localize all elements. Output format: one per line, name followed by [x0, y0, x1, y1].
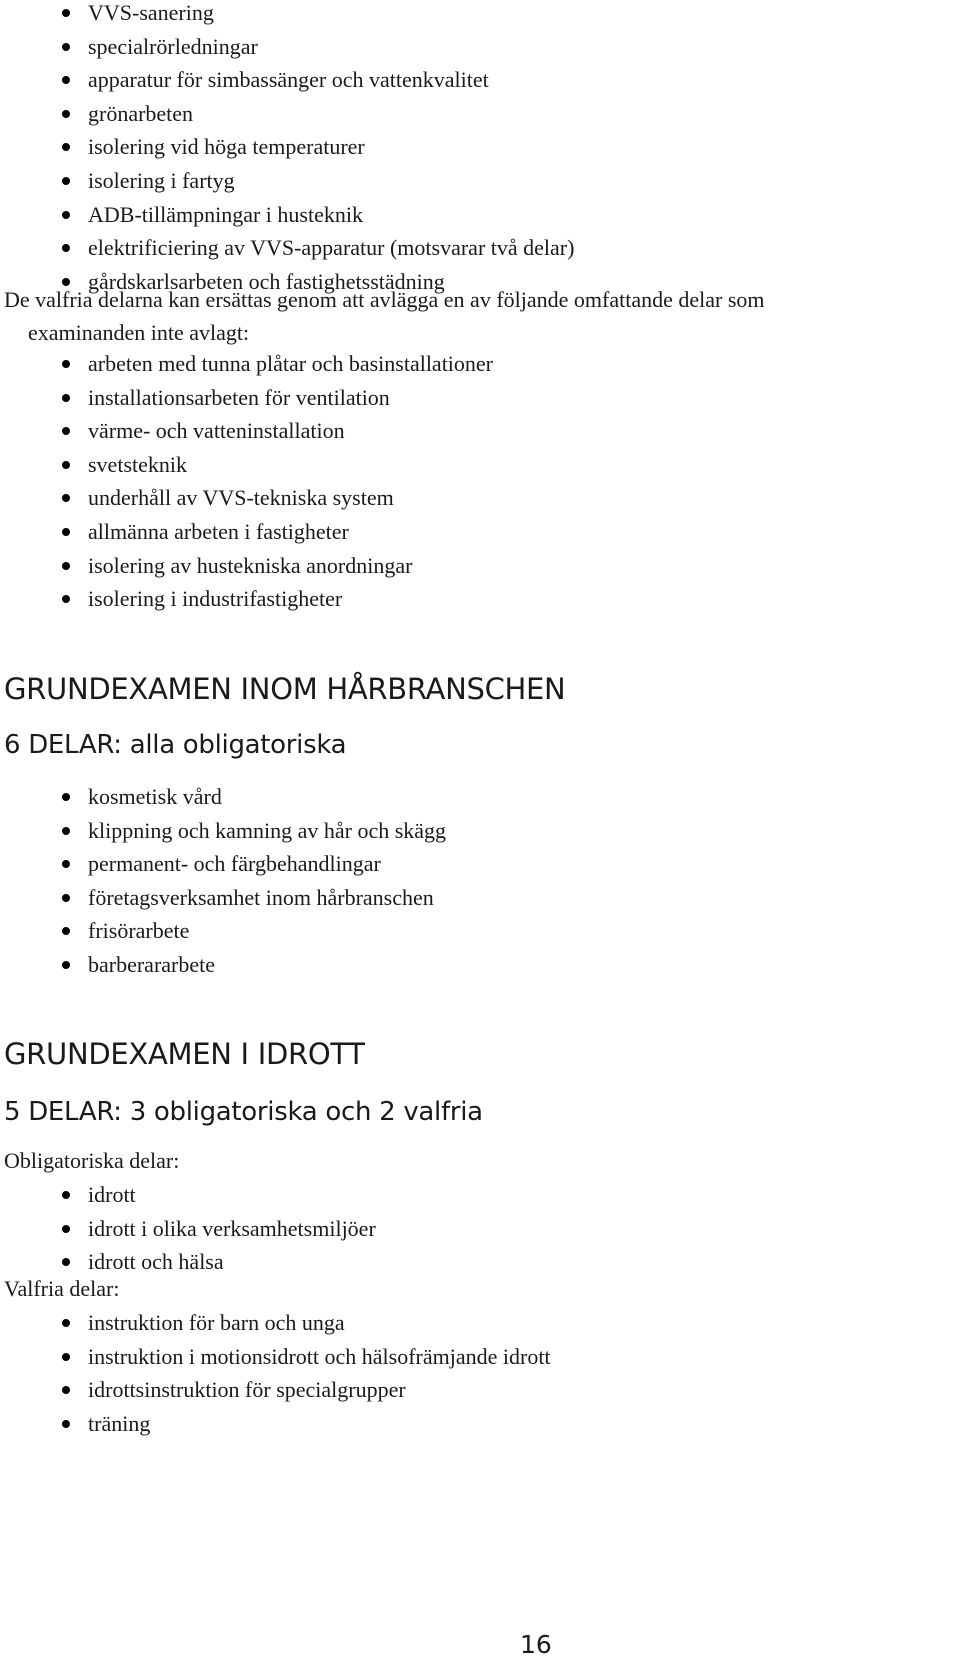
list-item	[0, 1178, 376, 1212]
bullet-icon	[62, 793, 70, 801]
sport-optional-list	[0, 1306, 551, 1440]
top-list-block	[0, 0, 574, 298]
list-item-text: apparatur för simbassänger och vattenkvalitet	[88, 67, 489, 93]
bullet-icon	[62, 244, 70, 252]
sport-mandatory-list	[0, 1178, 376, 1279]
list-item	[0, 814, 446, 848]
bullet-icon	[62, 860, 70, 868]
list-item	[0, 97, 574, 131]
list-item-text: isolering av hustekniska anordningar	[88, 552, 413, 578]
list-item-text: idrott och hälsa	[88, 1249, 224, 1275]
list-item	[0, 63, 574, 97]
list-item	[0, 130, 574, 164]
list-item-text: elektrificiering av VVS-apparatur (motsvarar två delar)	[88, 235, 575, 261]
list-item	[0, 198, 574, 232]
list-item	[0, 0, 574, 30]
list-item	[0, 914, 446, 948]
bullet-icon	[62, 562, 70, 570]
page-number: 16	[520, 1630, 552, 1659]
bullet-icon	[62, 143, 70, 151]
list-item	[0, 881, 446, 915]
list-item-text: ADB-tillämpningar i husteknik	[88, 201, 363, 227]
list-item	[0, 1306, 551, 1340]
list-item-text: gårdskarlsarbeten och fastighetsstädning	[88, 268, 445, 294]
bullet-icon	[62, 360, 70, 368]
bullet-icon	[62, 1319, 70, 1327]
bullet-icon	[62, 528, 70, 536]
bullet-icon	[62, 1225, 70, 1233]
bullet-icon	[62, 394, 70, 402]
list-item	[0, 164, 574, 198]
list-item	[0, 347, 493, 381]
bullet-icon	[62, 1420, 70, 1428]
list-item-text: arbeten med tunna plåtar och basinstallationer	[88, 351, 494, 376]
bullet-icon	[62, 595, 70, 603]
bullet-icon	[62, 1386, 70, 1394]
list-item-text: träning	[88, 1410, 151, 1436]
extensive-list-block	[0, 347, 493, 616]
list-item-text: permanent- och färgbehandlingar	[88, 851, 381, 877]
hair-parts-list	[0, 780, 446, 982]
list-item-text: klippning och kamning av hår och skägg	[88, 817, 447, 843]
list-item	[0, 448, 493, 482]
bullet-icon	[62, 961, 70, 969]
list-item-text: grönarbeten	[88, 100, 194, 126]
list-item	[0, 582, 493, 616]
list-item-text: värme- och vatteninstallation	[88, 418, 345, 444]
list-item-text: isolering i industrifastigheter	[88, 586, 343, 612]
bullet-icon	[62, 43, 70, 51]
extensive-parts-list	[0, 347, 493, 616]
list-item	[0, 481, 493, 515]
bullet-icon	[62, 927, 70, 935]
list-item	[0, 1340, 551, 1374]
bullet-icon	[62, 76, 70, 84]
list-item-text: installationsarbeten för ventilation	[88, 384, 390, 410]
bullet-icon	[62, 894, 70, 902]
paragraph-line-1: De valfria delarna kan ersättas genom att avlägga en av följande omfattande delar som	[4, 287, 765, 312]
list-item	[0, 780, 446, 814]
sport-section-subtitle: 5 DELAR: 3 obligatoriska och 2 valfria	[4, 1097, 483, 1127]
sport-mandatory-block	[0, 1178, 376, 1279]
bullet-icon	[62, 427, 70, 435]
paragraph-line-2: examinanden inte avlagt:	[28, 320, 250, 345]
mandatory-parts-label: Obligatoriska delar:	[4, 1148, 180, 1173]
list-item	[0, 1245, 376, 1279]
list-item-text: isolering vid höga temperaturer	[88, 134, 365, 160]
list-item	[0, 30, 574, 64]
list-item	[0, 948, 446, 982]
list-item-text: svetsteknik	[88, 451, 187, 477]
bullet-icon	[62, 1258, 70, 1266]
list-item-text: barberararbete	[88, 951, 216, 977]
list-item	[0, 1212, 376, 1246]
hair-section-title: GRUNDEXAMEN INOM HÅRBRANSCHEN	[4, 672, 566, 706]
list-item-text: företagsverksamhet inom hårbranschen	[88, 884, 434, 910]
optional-parts-paragraph	[4, 283, 765, 349]
list-item-text: specialrörledningar	[88, 33, 258, 59]
list-item-text: idrottsinstruktion för specialgrupper	[88, 1377, 406, 1403]
list-item-text: allmänna arbeten i fastigheter	[88, 518, 349, 544]
list-item-text: instruktion i motionsidrott och hälsofrämjande idrott	[88, 1343, 551, 1369]
vvs-optional-parts-list	[0, 0, 574, 298]
bullet-icon	[62, 211, 70, 219]
list-item-text: isolering i fartyg	[88, 167, 235, 193]
list-item-text: idrott	[88, 1182, 136, 1207]
bullet-icon	[62, 494, 70, 502]
hair-section-subtitle: 6 DELAR: alla obligatoriska	[4, 730, 347, 760]
bullet-icon	[62, 9, 70, 17]
list-item	[0, 381, 493, 415]
list-item	[0, 1373, 551, 1407]
bullet-icon	[62, 110, 70, 118]
hair-list-block	[0, 780, 446, 982]
list-item	[0, 1407, 551, 1441]
list-item-text: instruktion för barn och unga	[88, 1310, 345, 1335]
optional-parts-label: Valfria delar:	[4, 1276, 120, 1301]
bullet-icon	[62, 177, 70, 185]
list-item	[0, 549, 493, 583]
list-item	[0, 414, 493, 448]
bullet-icon	[62, 461, 70, 469]
list-item	[0, 847, 446, 881]
list-item-text: idrott i olika verksamhetsmiljöer	[88, 1215, 376, 1241]
bullet-icon	[62, 827, 70, 835]
list-item	[0, 515, 493, 549]
list-item	[0, 231, 574, 265]
list-item-text: VVS-sanering	[88, 0, 214, 25]
list-item-text: frisörarbete	[88, 918, 190, 944]
sport-optional-block	[0, 1306, 551, 1440]
bullet-icon	[62, 1353, 70, 1361]
bullet-icon	[62, 1191, 70, 1199]
list-item-text: underhåll av VVS-tekniska system	[88, 485, 394, 511]
list-item-text: kosmetisk vård	[88, 784, 222, 809]
sport-section-title: GRUNDEXAMEN I IDROTT	[4, 1037, 365, 1071]
